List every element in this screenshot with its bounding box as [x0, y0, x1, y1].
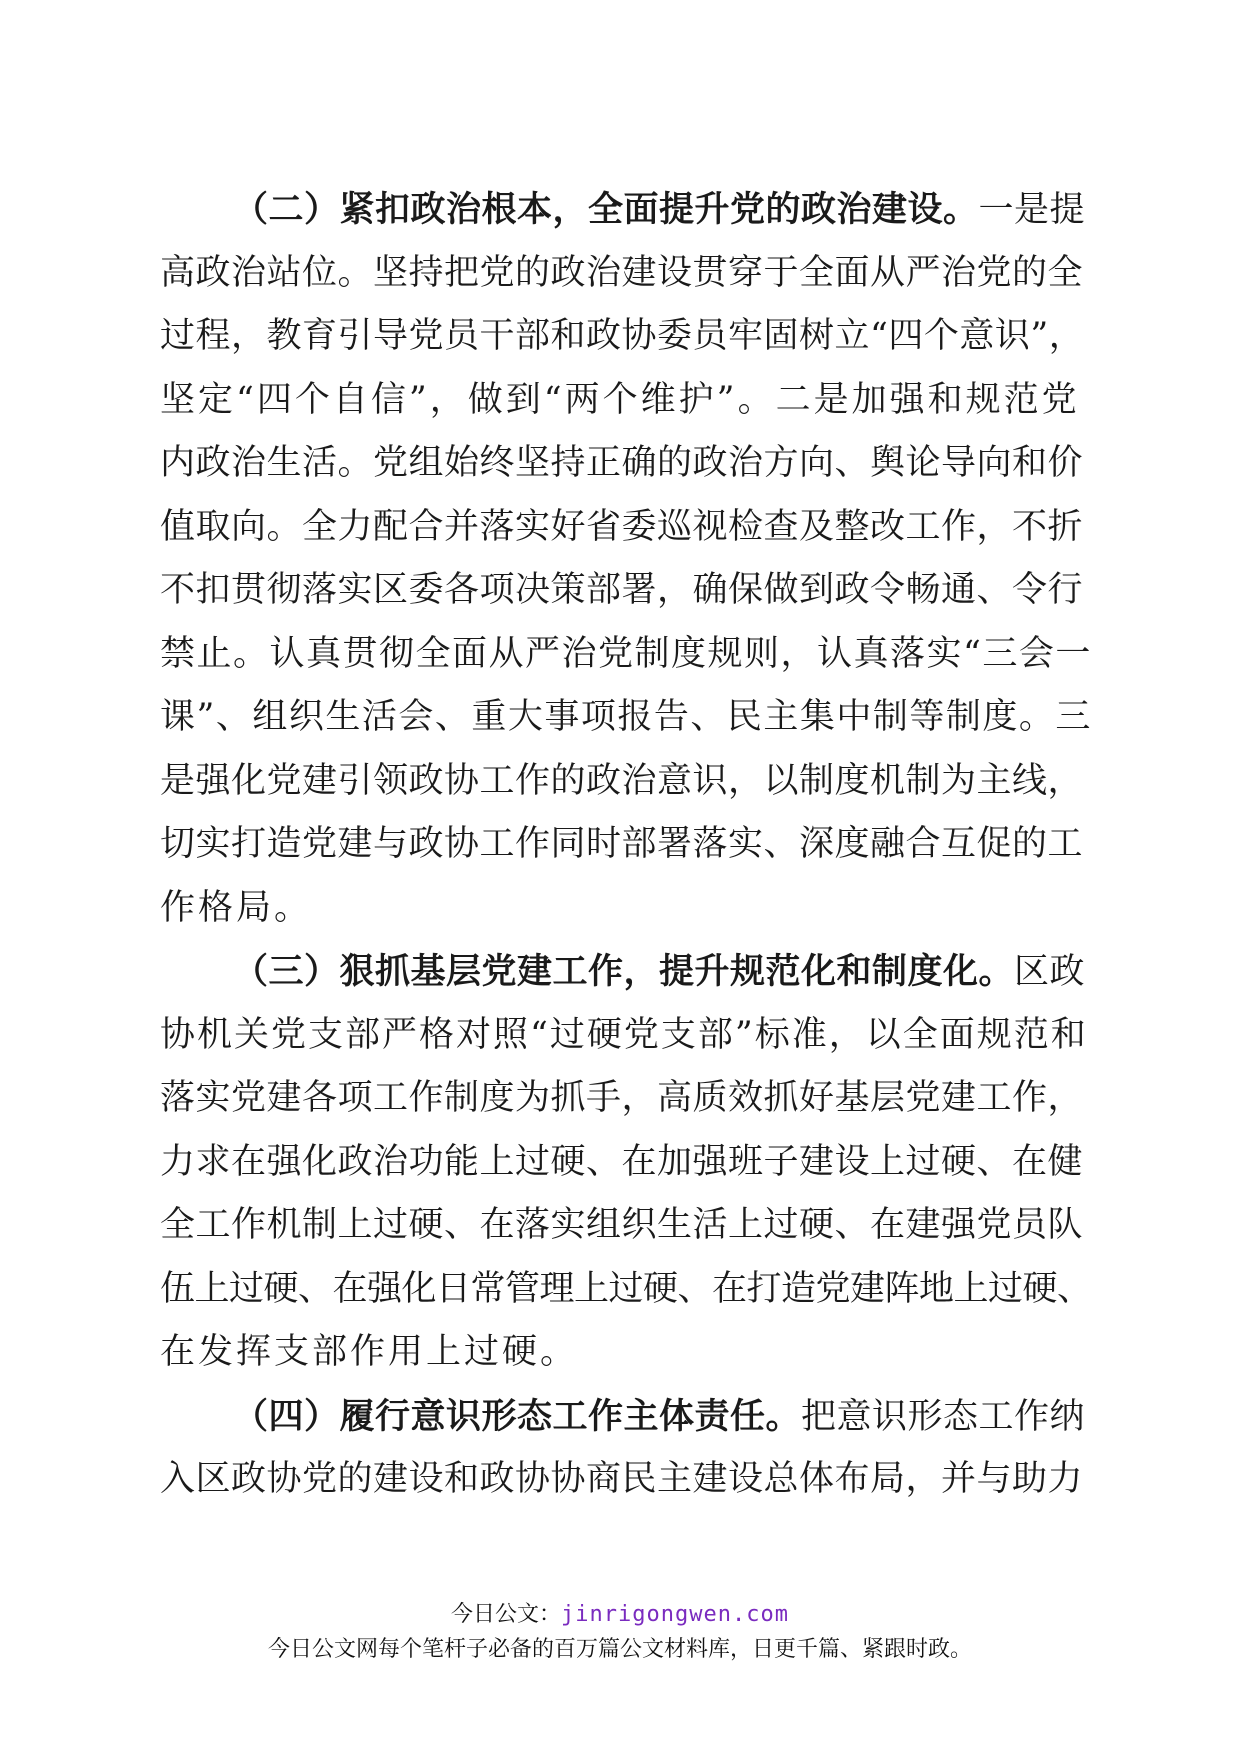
paragraph-first-line	[160, 940, 1090, 1004]
text-line: 作格局。	[160, 887, 313, 928]
section-heading: （四）履行意识形态工作主体责任。	[233, 1395, 802, 1437]
body-text: 把意识形态工作纳	[801, 1396, 1086, 1437]
text-line: 课”、组织生活会、重大事项报告、民主集中制等制度。三	[160, 697, 1092, 737]
text-line: 过程，教育引导党员干部和政协委员牢固树立“四个意识”，	[160, 316, 1085, 356]
body-text: 一是提	[978, 190, 1086, 230]
footer-label: 今日公文：	[451, 1602, 562, 1627]
text-line: 伍上过硬、在强化日常管理上过硬、在打造党建阵地上过硬、	[160, 1268, 1092, 1309]
text-line: 坚定“四个自信”，做到“两个维护”。二是加强和规范党	[160, 379, 1080, 420]
text-line: 全工作机制上过硬、在落实组织生活上过硬、在建强党员队	[160, 1205, 1084, 1245]
text-line: 内政治生活。党组始终坚持正确的政治方向、舆论导向和价	[160, 443, 1084, 483]
text-line: 值取向。全力配合并落实好省委巡视检查及整改工作，不折	[160, 506, 1084, 547]
text-line: 高政治站位。坚持把党的政治建设贯穿于全面从严治党的全	[160, 252, 1084, 293]
section-heading: （二）紧扣政治根本，全面提升党的政治建设。	[233, 189, 979, 230]
text-line: 是强化党建引领政协工作的政治意识，以制度机制为主线，	[160, 760, 1084, 801]
body-text: 区政	[1014, 952, 1086, 992]
text-line: 协机关党支部严格对照“过硬党支部”标准，以全面规范和	[160, 1014, 1088, 1055]
footer-source	[0, 1600, 1240, 1630]
text-line: 力求在强化政治功能上过硬、在加强班子建设上过硬、在健	[160, 1141, 1084, 1182]
footer-url-link[interactable]: jinrigongwen.com	[561, 1602, 789, 1627]
text-line: 不扣贯彻落实区委各项决策部署，确保做到政令畅通、令行	[160, 570, 1084, 610]
paragraph-first-line	[160, 178, 1090, 242]
text-line: 禁止。认真贯彻全面从严治党制度规则，认真落实“三会一	[160, 633, 1092, 674]
paragraph-first-line	[160, 1385, 1090, 1449]
text-line: 切实打造党建与政协工作同时部署落实、深度融合互促的工	[160, 824, 1084, 864]
text-line: 在发挥支部作用上过硬。	[160, 1332, 579, 1372]
document-body	[160, 178, 1090, 1512]
text-line: 入区政协党的建设和政协协商民主建设总体布局，并与助力	[160, 1459, 1084, 1499]
footer-slogan: 今日公文网每个笔杆子必备的百万篇公文材料库，日更千篇、紧跟时政。	[267, 1637, 972, 1662]
text-line: 落实党建各项工作制度为抓手，高质效抓好基层党建工作，	[160, 1078, 1084, 1118]
section-heading: （三）狠抓基层党建工作，提升规范化和制度化。	[233, 951, 1015, 992]
